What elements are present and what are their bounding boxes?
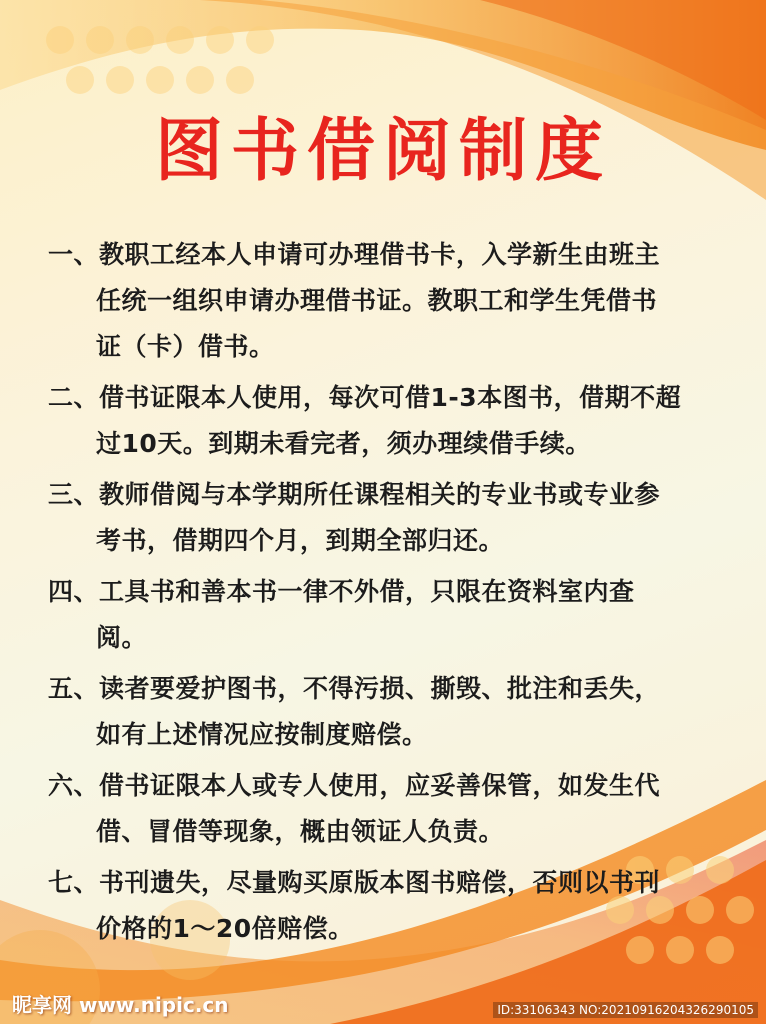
rule-item-6	[48, 763, 738, 855]
rule-item-3	[48, 472, 738, 564]
rule-line: 一、教职工经本人申请可办理借书卡，入学新生由班主	[48, 240, 661, 269]
rule-line: 二、借书证限本人使用，每次可借1-3本图书，借期不超	[48, 383, 682, 412]
rule-item-2	[48, 375, 738, 467]
rule-line: 七、书刊遗失，尽量购买原版本图书赔偿，否则以书刊	[48, 868, 661, 897]
watermark-id: ID:33106343 NO:20210916204326290105	[493, 1002, 758, 1018]
rule-item-5	[48, 666, 738, 758]
rule-line: 证（卡）借书。	[96, 332, 275, 361]
rule-line: 价格的1～20倍赔偿。	[96, 914, 354, 943]
rule-line: 五、读者要爱护图书，不得污损、撕毁、批注和丢失，	[48, 674, 661, 703]
rule-line: 借、冒借等现象，概由领证人负责。	[96, 817, 505, 846]
rule-line: 四、工具书和善本书一律不外借，只限在资料室内查	[48, 577, 635, 606]
watermark-logo: 昵享网 www.nipic.cn	[12, 993, 229, 1017]
page-title: 图书借阅制度	[154, 112, 611, 191]
rule-line: 如有上述情况应按制度赔偿。	[96, 720, 428, 749]
rule-line: 过10天。到期未看完者，须办理续借手续。	[96, 429, 591, 458]
rule-item-7	[48, 860, 738, 952]
rule-line: 任统一组织申请办理借书证。教职工和学生凭借书	[96, 286, 658, 315]
rule-line: 三、教师借阅与本学期所任课程相关的专业书或专业参	[48, 480, 661, 509]
rule-item-4	[48, 569, 738, 661]
rule-line: 阅。	[96, 623, 148, 652]
rule-line: 六、借书证限本人或专人使用，应妥善保管，如发生代	[48, 771, 661, 800]
rule-line: 考书，借期四个月，到期全部归还。	[96, 526, 505, 555]
rules-list	[48, 232, 738, 957]
rule-item-1	[48, 232, 738, 370]
